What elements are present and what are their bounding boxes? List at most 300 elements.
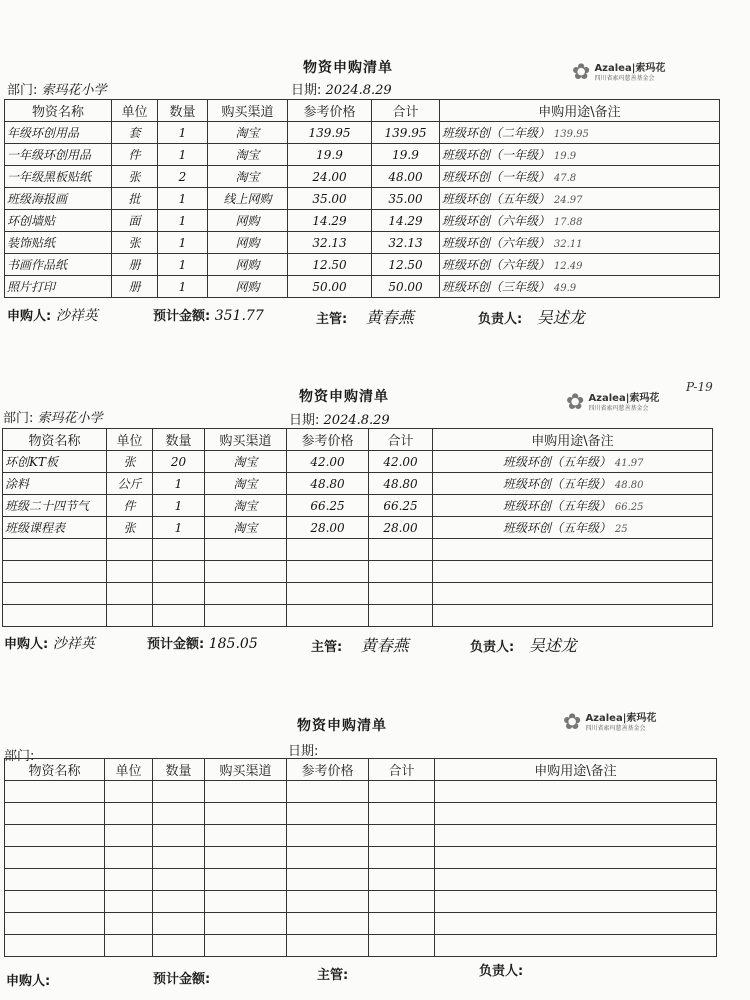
cell-total: 19.9 (372, 144, 440, 166)
empty-cell (369, 583, 433, 605)
header-total: 合计 (369, 759, 435, 781)
cell-total: 42.00 (369, 451, 433, 473)
table-row (5, 122, 720, 144)
buyer-label: 申购人: (7, 309, 52, 324)
pencil-note: 66.25 (614, 502, 644, 513)
cell-total: 12.50 (372, 254, 440, 276)
buyer-field (4, 633, 95, 653)
empty-cell (153, 803, 205, 825)
empty-cell (205, 561, 287, 583)
empty-cell (205, 539, 287, 561)
table-row (5, 232, 720, 254)
cell-quantity: 1 (158, 188, 208, 210)
empty-cell (105, 891, 153, 913)
pencil-note: 12.49 (553, 261, 583, 272)
pencil-note: 17.88 (553, 217, 583, 228)
date-value: 2024.8.29 (325, 83, 392, 98)
empty-cell (205, 803, 287, 825)
cell-item-name: 一年级黑板贴纸 (5, 166, 112, 188)
header-unit: 单位 (107, 429, 153, 451)
logo-brand: Azalea|索玛花 (588, 393, 660, 404)
cell-unit: 张 (107, 517, 153, 539)
table-row (5, 869, 717, 891)
department-line (7, 79, 107, 98)
empty-cell (105, 935, 153, 957)
cell-purpose (440, 188, 720, 210)
cell-channel: 淘宝 (208, 144, 288, 166)
date-line (288, 740, 318, 759)
table-row (5, 847, 717, 869)
cell-item-name: 环创KT板 (3, 451, 107, 473)
empty-cell (287, 935, 369, 957)
supervisor-field (316, 305, 414, 328)
table-row (5, 276, 720, 298)
purpose-text: 班级环创（六年级） (442, 258, 551, 272)
header-item-name: 物资名称 (5, 759, 105, 781)
manager-signature: 吴述龙 (536, 308, 585, 327)
table-row (3, 451, 713, 473)
empty-cell (205, 913, 287, 935)
manager-label: 负责人: (470, 640, 515, 655)
empty-cell (153, 781, 205, 803)
estimate-field (153, 305, 264, 324)
department-label: 部门: (3, 411, 34, 426)
estimate-label: 预计金额: (153, 972, 211, 987)
empty-cell (3, 539, 107, 561)
logo-brand: Azalea|索玛花 (594, 63, 666, 74)
empty-cell (3, 561, 107, 583)
estimate-value: 185.05 (208, 636, 258, 652)
empty-cell (107, 605, 153, 627)
cell-quantity: 1 (153, 473, 205, 495)
empty-cell (435, 913, 717, 935)
estimate-field (153, 968, 210, 987)
empty-cell (433, 605, 713, 627)
empty-cell (205, 869, 287, 891)
estimate-value: 351.77 (214, 308, 264, 324)
empty-cell (105, 825, 153, 847)
cell-price: 35.00 (288, 188, 372, 210)
cell-channel: 网购 (208, 210, 288, 232)
cell-price: 19.9 (288, 144, 372, 166)
empty-cell (205, 583, 287, 605)
cell-channel: 淘宝 (205, 451, 287, 473)
cell-quantity: 1 (158, 144, 208, 166)
manager-field (470, 633, 577, 656)
form-title: 物资申购清单 (303, 60, 393, 76)
header-channel: 购买渠道 (205, 759, 287, 781)
supervisor-label: 主管: (311, 640, 343, 655)
buyer-label: 申购人: (6, 974, 51, 989)
cell-price: 50.00 (288, 276, 372, 298)
cell-channel: 淘宝 (208, 122, 288, 144)
empty-cell (287, 825, 369, 847)
cell-unit: 套 (112, 122, 158, 144)
supervisor-signature: 黄春燕 (365, 308, 414, 327)
pencil-note: 49.9 (553, 283, 577, 294)
empty-cell (205, 781, 287, 803)
cell-total: 66.25 (369, 495, 433, 517)
header-price: 参考价格 (288, 100, 372, 122)
empty-cell (105, 869, 153, 891)
cell-channel: 网购 (208, 232, 288, 254)
cell-purpose (440, 210, 720, 232)
cell-item-name: 班级课程表 (3, 517, 107, 539)
buyer-signature: 沙祥英 (52, 636, 95, 652)
foundation-logo (566, 392, 659, 414)
table-row (5, 166, 720, 188)
header-unit: 单位 (112, 100, 158, 122)
table-row (5, 913, 717, 935)
cell-total: 48.00 (372, 166, 440, 188)
empty-cell (433, 561, 713, 583)
empty-cell (287, 781, 369, 803)
cell-channel: 淘宝 (208, 166, 288, 188)
empty-cell (369, 605, 433, 627)
empty-cell (287, 913, 369, 935)
logo-subtitle: 四川省索玛慈善基金会 (588, 405, 649, 412)
purpose-text: 班级环创（六年级） (442, 214, 551, 228)
manager-field (479, 960, 523, 979)
table-row (5, 781, 717, 803)
empty-cell (153, 935, 205, 957)
empty-cell (435, 891, 717, 913)
empty-cell (287, 891, 369, 913)
empty-cell (153, 913, 205, 935)
items-table (4, 758, 717, 957)
empty-cell (205, 935, 287, 957)
empty-cell (105, 847, 153, 869)
cell-unit: 张 (112, 232, 158, 254)
empty-cell (287, 583, 369, 605)
empty-cell (435, 847, 717, 869)
pencil-note: 41.97 (614, 458, 644, 469)
department-value: 索玛花小学 (37, 411, 103, 426)
estimate-field (147, 633, 258, 652)
empty-cell (287, 539, 369, 561)
empty-cell (5, 913, 105, 935)
table-row (5, 188, 720, 210)
empty-cell (153, 561, 205, 583)
header-item-name: 物资名称 (3, 429, 107, 451)
supervisor-label: 主管: (317, 968, 349, 983)
pencil-note: 25 (614, 524, 628, 535)
empty-cell (153, 891, 205, 913)
date-label: 日期: (288, 744, 319, 759)
cell-channel: 线上网购 (208, 188, 288, 210)
empty-cell (205, 605, 287, 627)
table-row (3, 539, 713, 561)
table-header-row (5, 100, 720, 122)
empty-cell (5, 935, 105, 957)
department-label: 部门: (4, 749, 35, 764)
empty-cell (369, 891, 435, 913)
buyer-field (6, 970, 50, 989)
cell-price: 42.00 (287, 451, 369, 473)
buyer-signature: 沙祥英 (55, 308, 98, 324)
buyer-field (7, 305, 98, 325)
empty-cell (287, 847, 369, 869)
empty-cell (369, 539, 433, 561)
table-row (3, 605, 713, 627)
table-row (3, 517, 713, 539)
cell-total: 139.95 (372, 122, 440, 144)
cell-item-name: 装饰贴纸 (5, 232, 112, 254)
cell-purpose (440, 254, 720, 276)
empty-cell (205, 825, 287, 847)
table-row (5, 891, 717, 913)
header-quantity: 数量 (153, 429, 205, 451)
cell-channel: 网购 (208, 276, 288, 298)
empty-cell (435, 803, 717, 825)
azalea-flower-icon: ✿ (566, 390, 585, 415)
empty-cell (3, 605, 107, 627)
empty-cell (153, 539, 205, 561)
table-header-row (3, 429, 713, 451)
cell-price: 48.80 (287, 473, 369, 495)
empty-cell (435, 825, 717, 847)
form-title: 物资申购清单 (297, 718, 387, 734)
supervisor-signature: 黄春燕 (360, 636, 409, 655)
cell-quantity: 1 (153, 517, 205, 539)
purpose-text: 班级环创（三年级） (442, 280, 551, 294)
empty-cell (435, 869, 717, 891)
logo-subtitle: 四川省索玛慈善基金会 (585, 725, 646, 732)
purpose-text: 班级环创（一年级） (442, 148, 551, 162)
cell-purpose (433, 495, 713, 517)
cell-quantity: 20 (153, 451, 205, 473)
foundation-logo (572, 62, 665, 84)
department-label: 部门: (7, 83, 38, 98)
header-channel: 购买渠道 (208, 100, 288, 122)
header-quantity: 数量 (158, 100, 208, 122)
cell-unit: 件 (112, 144, 158, 166)
cell-unit: 册 (112, 254, 158, 276)
empty-cell (369, 781, 435, 803)
header-total: 合计 (372, 100, 440, 122)
estimate-label: 预计金额: (147, 637, 205, 652)
supervisor-label: 主管: (316, 312, 348, 327)
table-row (5, 254, 720, 276)
cell-quantity: 2 (158, 166, 208, 188)
cell-purpose (440, 122, 720, 144)
purpose-text: 班级环创（二年级） (442, 126, 551, 140)
manager-signature: 吴述龙 (528, 636, 577, 655)
table-row (5, 935, 717, 957)
cell-price: 12.50 (288, 254, 372, 276)
cell-price: 14.29 (288, 210, 372, 232)
table-row (3, 583, 713, 605)
estimate-label: 预计金额: (153, 309, 211, 324)
cell-purpose (440, 144, 720, 166)
date-label: 日期: (291, 83, 322, 98)
cell-price: 139.95 (288, 122, 372, 144)
header-channel: 购买渠道 (205, 429, 287, 451)
empty-cell (369, 803, 435, 825)
empty-cell (287, 803, 369, 825)
date-label: 日期: (289, 413, 320, 428)
cell-quantity: 1 (158, 232, 208, 254)
department-value: 索玛花小学 (41, 83, 107, 98)
empty-cell (433, 539, 713, 561)
empty-cell (5, 825, 105, 847)
azalea-flower-icon: ✿ (563, 710, 582, 735)
empty-cell (369, 869, 435, 891)
pencil-note: 47.8 (553, 173, 577, 184)
header-purpose: 申购用途\备注 (435, 759, 717, 781)
empty-cell (369, 913, 435, 935)
header-unit: 单位 (105, 759, 153, 781)
buyer-label: 申购人: (4, 637, 49, 652)
empty-cell (107, 583, 153, 605)
manager-field (478, 305, 585, 328)
empty-cell (105, 803, 153, 825)
cell-item-name: 年级环创用品 (5, 122, 112, 144)
empty-cell (5, 869, 105, 891)
cell-purpose (433, 473, 713, 495)
supervisor-field (317, 964, 348, 983)
empty-cell (369, 561, 433, 583)
empty-cell (435, 935, 717, 957)
cell-total: 32.13 (372, 232, 440, 254)
purpose-text: 班级环创（六年级） (442, 236, 551, 250)
empty-cell (153, 583, 205, 605)
pencil-note: 48.80 (614, 480, 644, 491)
cell-item-name: 书画作品纸 (5, 254, 112, 276)
cell-price: 24.00 (288, 166, 372, 188)
pencil-note: 24.97 (553, 195, 583, 206)
header-quantity: 数量 (153, 759, 205, 781)
cell-quantity: 1 (158, 210, 208, 232)
table-row (5, 210, 720, 232)
header-price: 参考价格 (287, 429, 369, 451)
logo-subtitle: 四川省索玛慈善基金会 (594, 75, 655, 82)
empty-cell (5, 803, 105, 825)
cell-purpose (440, 276, 720, 298)
empty-cell (205, 891, 287, 913)
empty-cell (153, 825, 205, 847)
header-purpose: 申购用途\备注 (440, 100, 720, 122)
header-purpose: 申购用途\备注 (433, 429, 713, 451)
cell-quantity: 1 (158, 254, 208, 276)
header-price: 参考价格 (287, 759, 369, 781)
cell-purpose (440, 232, 720, 254)
cell-unit: 批 (112, 188, 158, 210)
empty-cell (369, 847, 435, 869)
empty-cell (107, 539, 153, 561)
empty-cell (435, 781, 717, 803)
items-table (2, 428, 713, 627)
cell-item-name: 一年级环创用品 (5, 144, 112, 166)
purpose-text: 班级环创（五年级） (503, 521, 612, 535)
cell-price: 32.13 (288, 232, 372, 254)
manager-label: 负责人: (479, 964, 524, 979)
cell-unit: 公斤 (107, 473, 153, 495)
empty-cell (105, 913, 153, 935)
cell-unit: 张 (107, 451, 153, 473)
empty-cell (433, 583, 713, 605)
date-line (289, 409, 390, 428)
empty-cell (369, 825, 435, 847)
cell-channel: 淘宝 (205, 517, 287, 539)
cell-total: 50.00 (372, 276, 440, 298)
empty-cell (287, 605, 369, 627)
table-row (5, 803, 717, 825)
cell-item-name: 环创墙贴 (5, 210, 112, 232)
cell-channel: 淘宝 (205, 473, 287, 495)
empty-cell (287, 869, 369, 891)
manager-label: 负责人: (478, 312, 523, 327)
cell-total: 48.80 (369, 473, 433, 495)
table-header-row (5, 759, 717, 781)
pencil-note: 32.11 (553, 239, 583, 250)
form-title: 物资申购清单 (299, 389, 389, 405)
empty-cell (107, 561, 153, 583)
cell-channel: 网购 (208, 254, 288, 276)
pencil-note: 139.95 (553, 129, 589, 140)
cell-unit: 件 (107, 495, 153, 517)
department-line (3, 407, 103, 426)
cell-quantity: 1 (153, 495, 205, 517)
empty-cell (5, 781, 105, 803)
empty-cell (153, 605, 205, 627)
cell-total: 14.29 (372, 210, 440, 232)
purpose-text: 班级环创（五年级） (503, 455, 612, 469)
foundation-logo (563, 712, 656, 734)
cell-quantity: 1 (158, 276, 208, 298)
table-row (5, 825, 717, 847)
cell-price: 66.25 (287, 495, 369, 517)
cell-unit: 张 (112, 166, 158, 188)
azalea-flower-icon: ✿ (572, 60, 591, 85)
page-mark: P-19 (686, 380, 713, 394)
header-item-name: 物资名称 (5, 100, 112, 122)
date-value: 2024.8.29 (323, 413, 390, 428)
cell-total: 35.00 (372, 188, 440, 210)
empty-cell (153, 847, 205, 869)
cell-item-name: 班级海报画 (5, 188, 112, 210)
cell-item-name: 照片打印 (5, 276, 112, 298)
cell-price: 28.00 (287, 517, 369, 539)
cell-total: 28.00 (369, 517, 433, 539)
cell-unit: 面 (112, 210, 158, 232)
empty-cell (105, 781, 153, 803)
table-row (5, 144, 720, 166)
empty-cell (287, 561, 369, 583)
empty-cell (5, 891, 105, 913)
cell-purpose (440, 166, 720, 188)
purpose-text: 班级环创（五年级） (503, 477, 612, 491)
table-row (3, 561, 713, 583)
empty-cell (369, 935, 435, 957)
empty-cell (205, 847, 287, 869)
cell-unit: 册 (112, 276, 158, 298)
purpose-text: 班级环创（五年级） (503, 499, 612, 513)
empty-cell (5, 847, 105, 869)
cell-quantity: 1 (158, 122, 208, 144)
items-table (4, 99, 720, 298)
pencil-note: 19.9 (553, 151, 577, 162)
purpose-text: 班级环创（一年级） (442, 170, 551, 184)
empty-cell (153, 869, 205, 891)
cell-item-name: 涂料 (3, 473, 107, 495)
empty-cell (3, 583, 107, 605)
supervisor-field (311, 633, 409, 656)
date-line (291, 79, 392, 98)
header-total: 合计 (369, 429, 433, 451)
cell-channel: 淘宝 (205, 495, 287, 517)
table-row (3, 495, 713, 517)
